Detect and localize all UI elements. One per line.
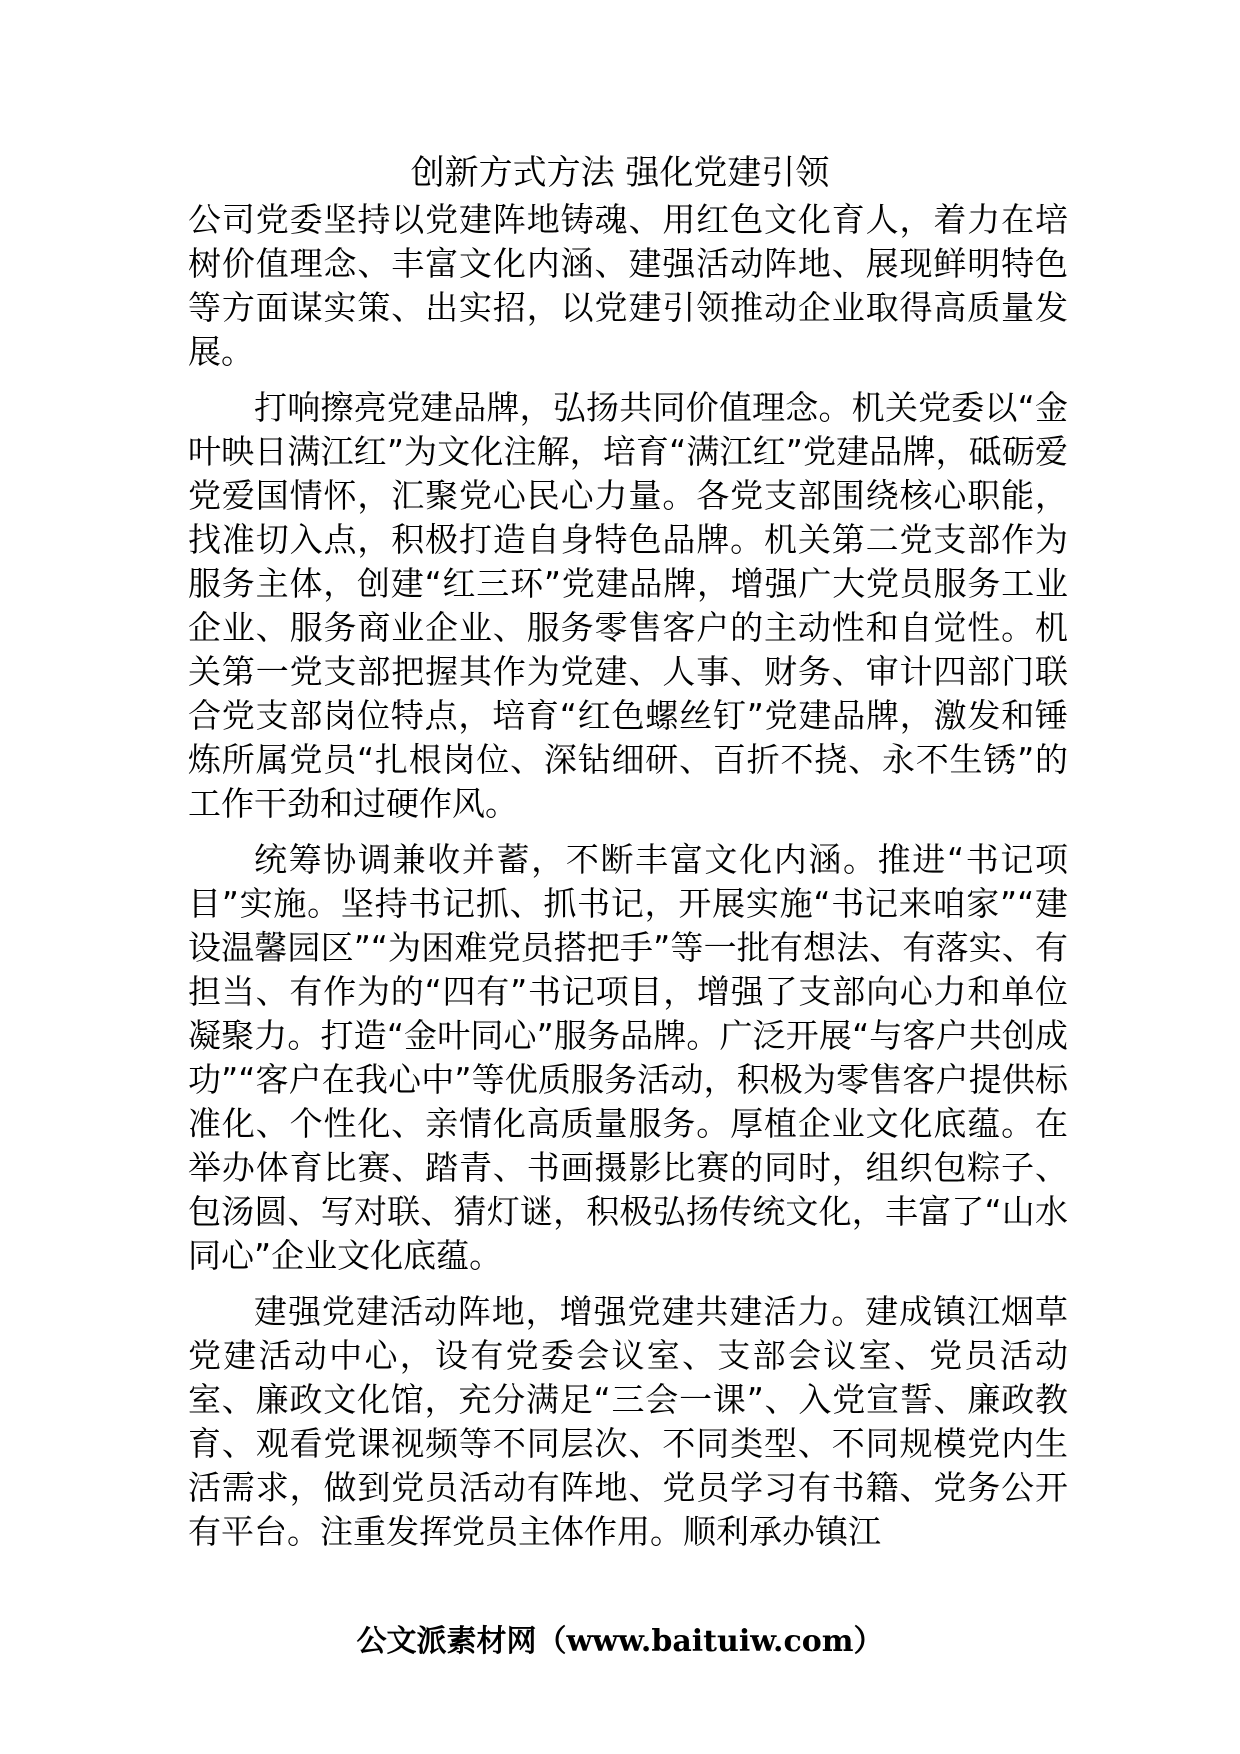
- document-body: [188, 198, 1068, 1566]
- paragraph-culture: 统筹协调兼收并蓄，不断丰富文化内涵。推进“书记项目”实施。坚持书记抓、抓书记，开展实施“书记来咱家”“建设温馨园区”“为困难党员搭把手”等一批有想法、有落实、有担当、有作为的“四有”书记项目，增强了支部向心力和单位凝聚力。打造“金叶同心”服务品牌。广泛开展“与客户共创成功”“客户在我心中”等优质服务活动，积极为零售客户提供标准化、个性化、亲情化高质量服务。厚植企业文化底蕴。在举办体育比赛、踏青、书画摄影比赛的同时，组织包粽子、包汤圆、写对联、猜灯谜，积极弘扬传统文化，丰富了“山水同心”企业文化底蕴。: [188, 840, 1068, 1275]
- paragraph-party-brand: 打响擦亮党建品牌，弘扬共同价值理念。机关党委以“金叶映日满江红”为文化注解，培育“满江红”党建品牌，砥砺爱党爱国情怀，汇聚党心民心力量。各党支部围绕核心职能，找准切入点，积极打造自身特色品牌。机关第二党支部作为服务主体，创建“红三环”党建品牌，增强广大党员服务工业企业、服务商业企业、服务零售客户的主动性和自觉性。机关第一党支部把握其作为党建、人事、财务、审计四部门联合党支部岗位特点，培育“红色螺丝钉”党建品牌，激发和锤炼所属党员“扎根岗位、深钻细研、百折不挠、永不生锈”的工作干劲和过硬作风。: [188, 388, 1068, 823]
- paragraph-activity-base: 建强党建活动阵地，增强党建共建活力。建成镇江烟草党建活动中心，设有党委会议室、支部会议室、党员活动室、廉政文化馆，充分满足“三会一课”、入党宣誓、廉政教育、观看党课视频等不同层次、不同类型、不同规模党内生活需求，做到党员活动有阵地、党员学习有书籍、党务公开有平台。注重发挥党员主体作用。顺利承办镇江: [188, 1292, 1068, 1551]
- document-title: 创新方式方法 强化党建引领: [410, 153, 830, 193]
- footer-watermark: 公文派素材网（www.baituiw.com）: [356, 1624, 884, 1659]
- paragraph-intro: 公司党委坚持以党建阵地铸魂、用红色文化育人，着力在培树价值理念、丰富文化内涵、建强活动阵地、展现鲜明特色等方面谋实策、出实招，以党建引领推动企业取得高质量发展。: [188, 200, 1068, 371]
